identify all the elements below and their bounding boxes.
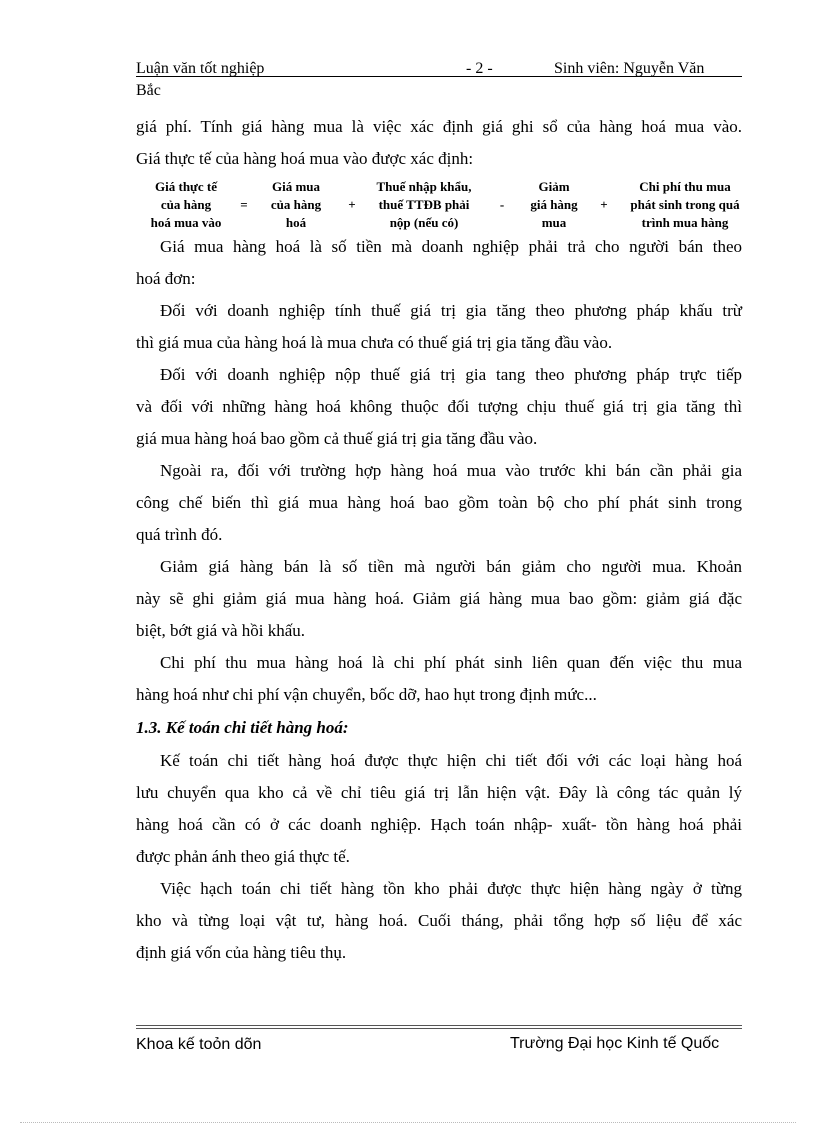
footer-university: Trường Đại học Kinh tế Quốc [510,1035,720,1052]
paragraph-line: này sẽ ghi giảm giá mua hàng hoá. Giảm giá hàng mua bao gồm: giảm giá đặc [136,589,742,608]
paragraph-line: thì giá mua của hàng hoá là mua chưa có thuế giá trị gia tăng đầu vào. [136,333,613,352]
paragraph-line: hàng hoá như chi phí vận chuyển, bốc dỡ, hao hụt trong định mức... [136,685,597,704]
paragraph-line: hoá đơn: [136,269,196,288]
paragraph-line: được phản ánh theo giá thực tế. [136,847,350,866]
formula-term-line: Giảm [538,179,570,194]
paragraph-line: Giá mua hàng hoá là số tiền mà doanh nghiệp phải trả cho người bán theo [160,237,742,256]
formula-operator-plus: + [600,197,608,212]
section-heading: 1.3. Kế toán chi tiết hàng hoá: [136,718,349,737]
formula-operator-minus: - [499,197,505,212]
formula-term-line: của hàng [270,197,322,212]
formula-term-line: nộp (nếu có) [389,215,459,230]
formula-term-line: trình mua hàng [641,215,729,230]
formula-term-line: Giá mua [271,179,321,194]
paragraph-line: Việc hạch toán chi tiết hàng tồn kho phải được thực hiện hàng ngày ở từng [160,879,742,898]
formula-term-line: thuế TTĐB phải [378,197,470,212]
formula-term-import-tax [358,178,490,232]
formula-term-line: phát sinh trong quá [630,197,740,212]
formula-term-purchase-cost [610,178,760,232]
formula-term-line: hoá [285,215,307,230]
paragraph-line: công chế biến thì giá mua hàng hoá bao gồm toàn bộ cho phí phát sinh trong [136,493,742,512]
paragraph-line: Giảm giá hàng bán là số tiền mà người bán giảm cho người mua. Khoản [160,557,742,576]
formula-term-line: Chi phí thu mua [639,179,731,194]
price-formula [130,178,760,234]
paragraph-line: kho và từng loại vật tư, hàng hoá. Cuối tháng, phải tổng hợp số liệu để xác [136,911,742,930]
formula-term-actual-price [130,178,242,232]
paragraph-line: Kế toán chi tiết hàng hoá được thực hiện chi tiết đối với các loại hàng hoá [160,751,742,770]
footer-faculty: Khoa kế toỏn dõn [136,1036,262,1053]
paragraph-line: định giá vốn của hàng tiêu thụ. [136,943,347,962]
formula-term-line: của hàng [160,197,212,212]
formula-term-line: mua [541,215,567,230]
formula-term-purchase-price [254,178,338,232]
formula-operator-plus: + [348,197,356,212]
footer-rule [136,1025,742,1026]
paragraph-line: lưu chuyển qua kho cả về chỉ tiêu giá trị lẫn hiện vật. Đây là công tác quản lý [136,783,742,802]
header-page-number: - 2 - [466,60,493,77]
paragraph-line: hàng hoá cần có ở các doanh nghiệp. Hạch toán nhập- xuất- tồn hàng hoá phải [136,815,742,834]
paragraph-line: giá mua hàng hoá bao gồm cả thuế giá trị gia tăng đầu vào. [136,429,538,448]
header-student-name: Sinh viên: Nguyễn Văn [554,60,705,77]
paragraph-line: và đối với những hàng hoá không thuộc đối tượng chịu thuế giá trị gia tăng thì [136,397,742,416]
paragraph-line: Đối với doanh nghiệp tính thuế giá trị gia tăng theo phương pháp khấu trừ [160,301,742,320]
header-student-name-continuation: Bắc [136,82,161,99]
paragraph-line: quá trình đó. [136,525,223,544]
formula-operator-equals: = [240,197,248,212]
intro-line-1: giá phí. Tính giá hàng mua là việc xác định giá ghi sổ của hàng hoá mua vào. [136,117,742,136]
formula-term-discount [510,178,598,232]
paragraph-line: Ngoài ra, đối với trường hợp hàng hoá mua vào trước khi bán cần phải gia [160,461,742,480]
footer-rule [136,1028,742,1029]
header-rule [136,76,742,77]
header-thesis-title: Luận văn tốt nghiệp [136,60,265,77]
paragraph-line: Đối với doanh nghiệp nộp thuế giá trị gia tang theo phương pháp trực tiếp [160,365,742,384]
intro-line-2: Giá thực tế của hàng hoá mua vào được xác định: [136,149,474,168]
paragraph-line: Chi phí thu mua hàng hoá là chi phí phát sinh liên quan đến việc thu mua [160,653,742,672]
paragraph-line: biệt, bớt giá và hồi khấu. [136,621,306,640]
formula-term-line: giá hàng [530,197,578,212]
formula-term-line: Giá thực tế [155,179,217,194]
formula-term-line: hoá mua vào [150,215,222,230]
formula-term-line: Thuế nhập khẩu, [376,179,472,194]
